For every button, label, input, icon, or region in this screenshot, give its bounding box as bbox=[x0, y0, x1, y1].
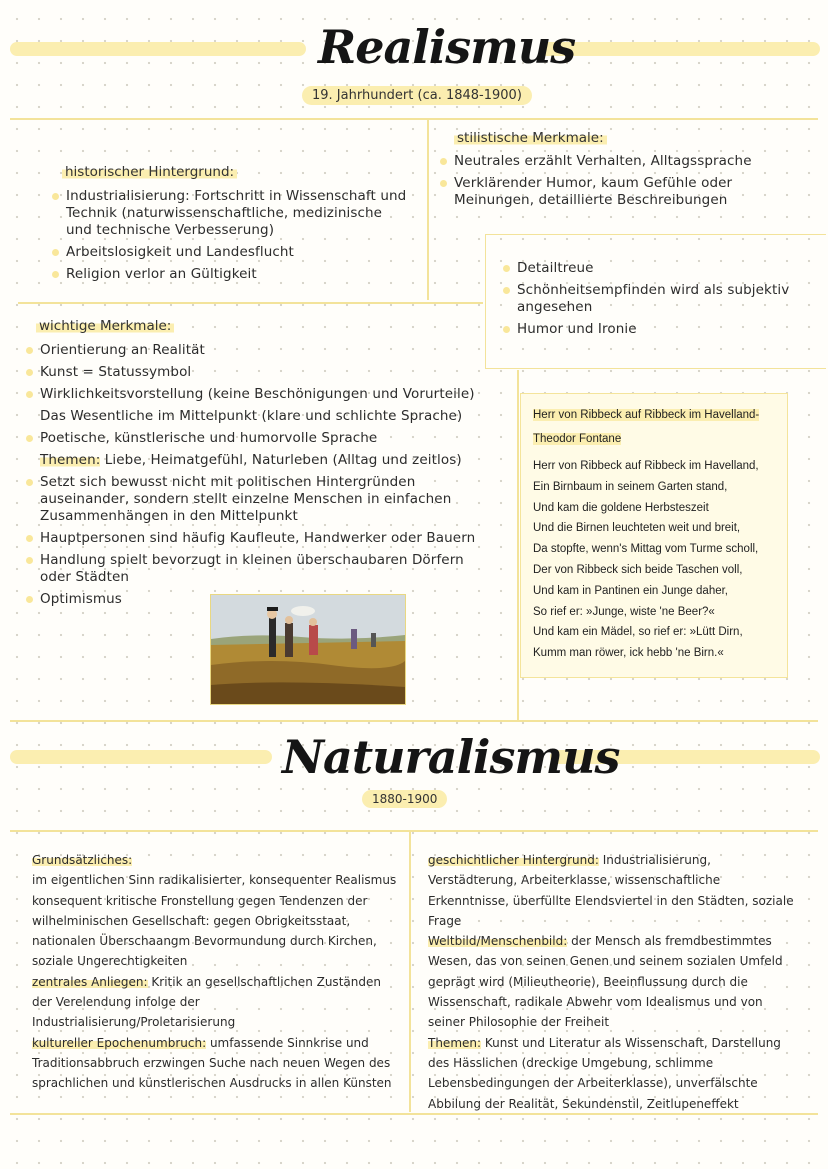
poem-line: Kumm man röwer, ick hebb 'ne Birn.« bbox=[533, 647, 724, 660]
period-naturalismus: 1880-1900 bbox=[362, 790, 447, 808]
anliegen-label: zentrales Anliegen: bbox=[32, 974, 148, 989]
umbruch-text: umfassende Sinnkrise und Traditionsabbruch erzwingen Suche nach neuen Wegen des sprachlichen und künstlerischen Ausdrucks in allen Künsten bbox=[32, 1035, 392, 1091]
title-highlight-right bbox=[540, 42, 820, 56]
poem-line: Und die Birnen leuchteten weit und breit, bbox=[533, 522, 741, 535]
list-item: Kunst = Statussymbol bbox=[26, 364, 476, 381]
section-grundsaetzliches bbox=[32, 850, 404, 1094]
list-item: Handlung spielt bevorzugt in kleinen überschaubaren Dörfern oder Städten bbox=[26, 552, 476, 586]
divider bbox=[18, 302, 483, 304]
list-item: Schönheitsempfinden wird als subjektiv angesehen bbox=[503, 282, 803, 316]
anliegen-text: Kritik an gesellschaftlichen Zuständen der Verelendung infolge der Industrialisierung/Proletarisierung bbox=[32, 974, 381, 1030]
poem-title: Herr von Ribbeck auf Ribbeck im Havelland- bbox=[533, 409, 760, 421]
list-item: Religion verlor an Gültigkeit bbox=[52, 266, 412, 283]
list-item: Neutrales erzählt Verhalten, Alltagssprache bbox=[440, 153, 785, 170]
heading-stilistische-merkmale: stilistische Merkmale: bbox=[454, 130, 607, 146]
poem-line: Da stopfte, wenn's Mittag vom Turme scholl, bbox=[533, 543, 759, 556]
poem-line: Der von Ribbeck sich beide Taschen voll, bbox=[533, 563, 743, 576]
heading-historischer-hintergrund: historischer Hintergrund: bbox=[62, 164, 237, 180]
poem-line: Und kam in Pantinen ein Junge daher, bbox=[533, 584, 728, 597]
list-item: Detailtreue bbox=[503, 260, 803, 277]
divider bbox=[10, 720, 818, 722]
poem-box bbox=[520, 393, 788, 678]
poem-line: Ein Birnbaum in seinem Garten stand, bbox=[533, 480, 728, 493]
themen-text: Liebe, Heimatgefühl, Naturleben (Alltag und zeitlos) bbox=[100, 452, 462, 468]
poem-line: So rief er: »Junge, wiste 'ne Beer?« bbox=[533, 605, 715, 618]
page-title-naturalismus: Naturalismus bbox=[282, 730, 620, 784]
list-wichtige-merkmale bbox=[26, 342, 476, 613]
list-item: Industrialisierung: Fortschritt in Wissenschaft und Technik (naturwissenschaftliche, medizinische und technische Verbesserung) bbox=[52, 188, 412, 239]
list-item: Arbeitslosigkeit und Landesflucht bbox=[52, 244, 412, 261]
list-item: Humor und Ironie bbox=[503, 321, 803, 338]
divider bbox=[517, 370, 519, 720]
poem-line: Und kam ein Mädel, so rief er: »Lütt Dirn, bbox=[533, 626, 743, 639]
section-geschichte bbox=[428, 850, 800, 1114]
list-item: Optimismus bbox=[26, 591, 476, 608]
painting-image bbox=[210, 594, 406, 705]
title-highlight-left bbox=[10, 750, 272, 764]
poem-line: Herr von Ribbeck auf Ribbeck im Havelland, bbox=[533, 460, 759, 472]
painting-illustration bbox=[211, 595, 405, 704]
heading-wichtige-merkmale: wichtige Merkmale: bbox=[36, 318, 174, 334]
list-item: Wirklichkeitsvorstellung (keine Beschönigungen und Vorurteile) bbox=[26, 386, 476, 403]
list-item: Verklärender Humor, kaum Gefühle oder Meinungen, detaillierte Beschreibungen bbox=[440, 175, 785, 209]
umbruch-label: kultureller Epochenumbruch: bbox=[32, 1035, 207, 1050]
list-stilistische-merkmale bbox=[440, 153, 785, 214]
list-item: Poetische, künstlerische und humorvolle Sprache bbox=[26, 430, 476, 447]
grundsaetzliches-text: im eigentlichen Sinn radikalisierter, konsequenter Realismus konsequent kritische Fronstellung gegen Tendenzen der wilhelminischen Gesellschaft: gegen Obrigkeitsstaat, nationalen Überschaangm Bevormundung durch Kirchen, soziale Ungerechtigkeiten bbox=[32, 873, 397, 969]
period-realismus: 19. Jahrhundert (ca. 1848-1900) bbox=[302, 86, 532, 105]
list-stilistisch-box bbox=[503, 260, 803, 343]
themen-label: Themen: bbox=[40, 452, 101, 468]
list-item: Das Wesentliche im Mittelpunkt (klare und schlichte Sprache) bbox=[40, 408, 463, 424]
geschichte-label: geschichtlicher Hintergrund: bbox=[428, 853, 599, 867]
list-historischer-hintergrund bbox=[52, 188, 412, 288]
title-highlight-left bbox=[10, 42, 306, 56]
naturalismus-themen-text: Kunst und Literatur als Wissenschaft, Darstellung des Hässlichen (dreckige Umgebung, schlimme Lebensbedingungen der Arbeiterklasse), unverfälschte Abbilung der Realität, Sekundenstil, Zeitlupeneffekt bbox=[428, 1035, 781, 1111]
divider bbox=[409, 832, 411, 1112]
poem-line: Und kam die goldene Herbsteszeit bbox=[533, 501, 709, 514]
list-item-themen bbox=[26, 452, 476, 469]
weltbild-label: Weltbild/Menschenbild: bbox=[428, 934, 568, 949]
divider bbox=[10, 830, 818, 832]
page-title-realismus: Realismus bbox=[318, 20, 576, 74]
geschichte-text: Industrialisierung, Verstädterung, Arbeiterklasse, wissenschaftliche Erkenntnisse, überfüllte Elendsviertel in den Städten, soziale Frage bbox=[428, 853, 794, 928]
divider bbox=[427, 120, 429, 300]
list-item: Orientierung an Realität bbox=[26, 342, 476, 359]
divider bbox=[10, 118, 818, 120]
weltbild-text: der Mensch als fremdbestimmtes Wesen, das von seinen Genen und seinem sozialen Umfeld geprägt wird (Milieutheorie), Beeinflussung durch die Wissenschaft, radikale Abwehr vom Idealismus und von seiner Philosophie der Freiheit bbox=[428, 934, 783, 1030]
heading-grundsaetzliches: Grundsätzliches: bbox=[32, 853, 133, 867]
list-item: Hauptpersonen sind häufig Kaufleute, Handwerker oder Bauern bbox=[26, 530, 476, 547]
naturalismus-themen-label: Themen: bbox=[428, 1035, 482, 1050]
list-item: Setzt sich bewusst nicht mit politischen Hintergründen auseinander, sondern stellt einzelne Menschen in einfachen Zusammenhängen in den Mittelpunkt bbox=[26, 474, 476, 525]
poem-author: Theodor Fontane bbox=[533, 433, 622, 445]
